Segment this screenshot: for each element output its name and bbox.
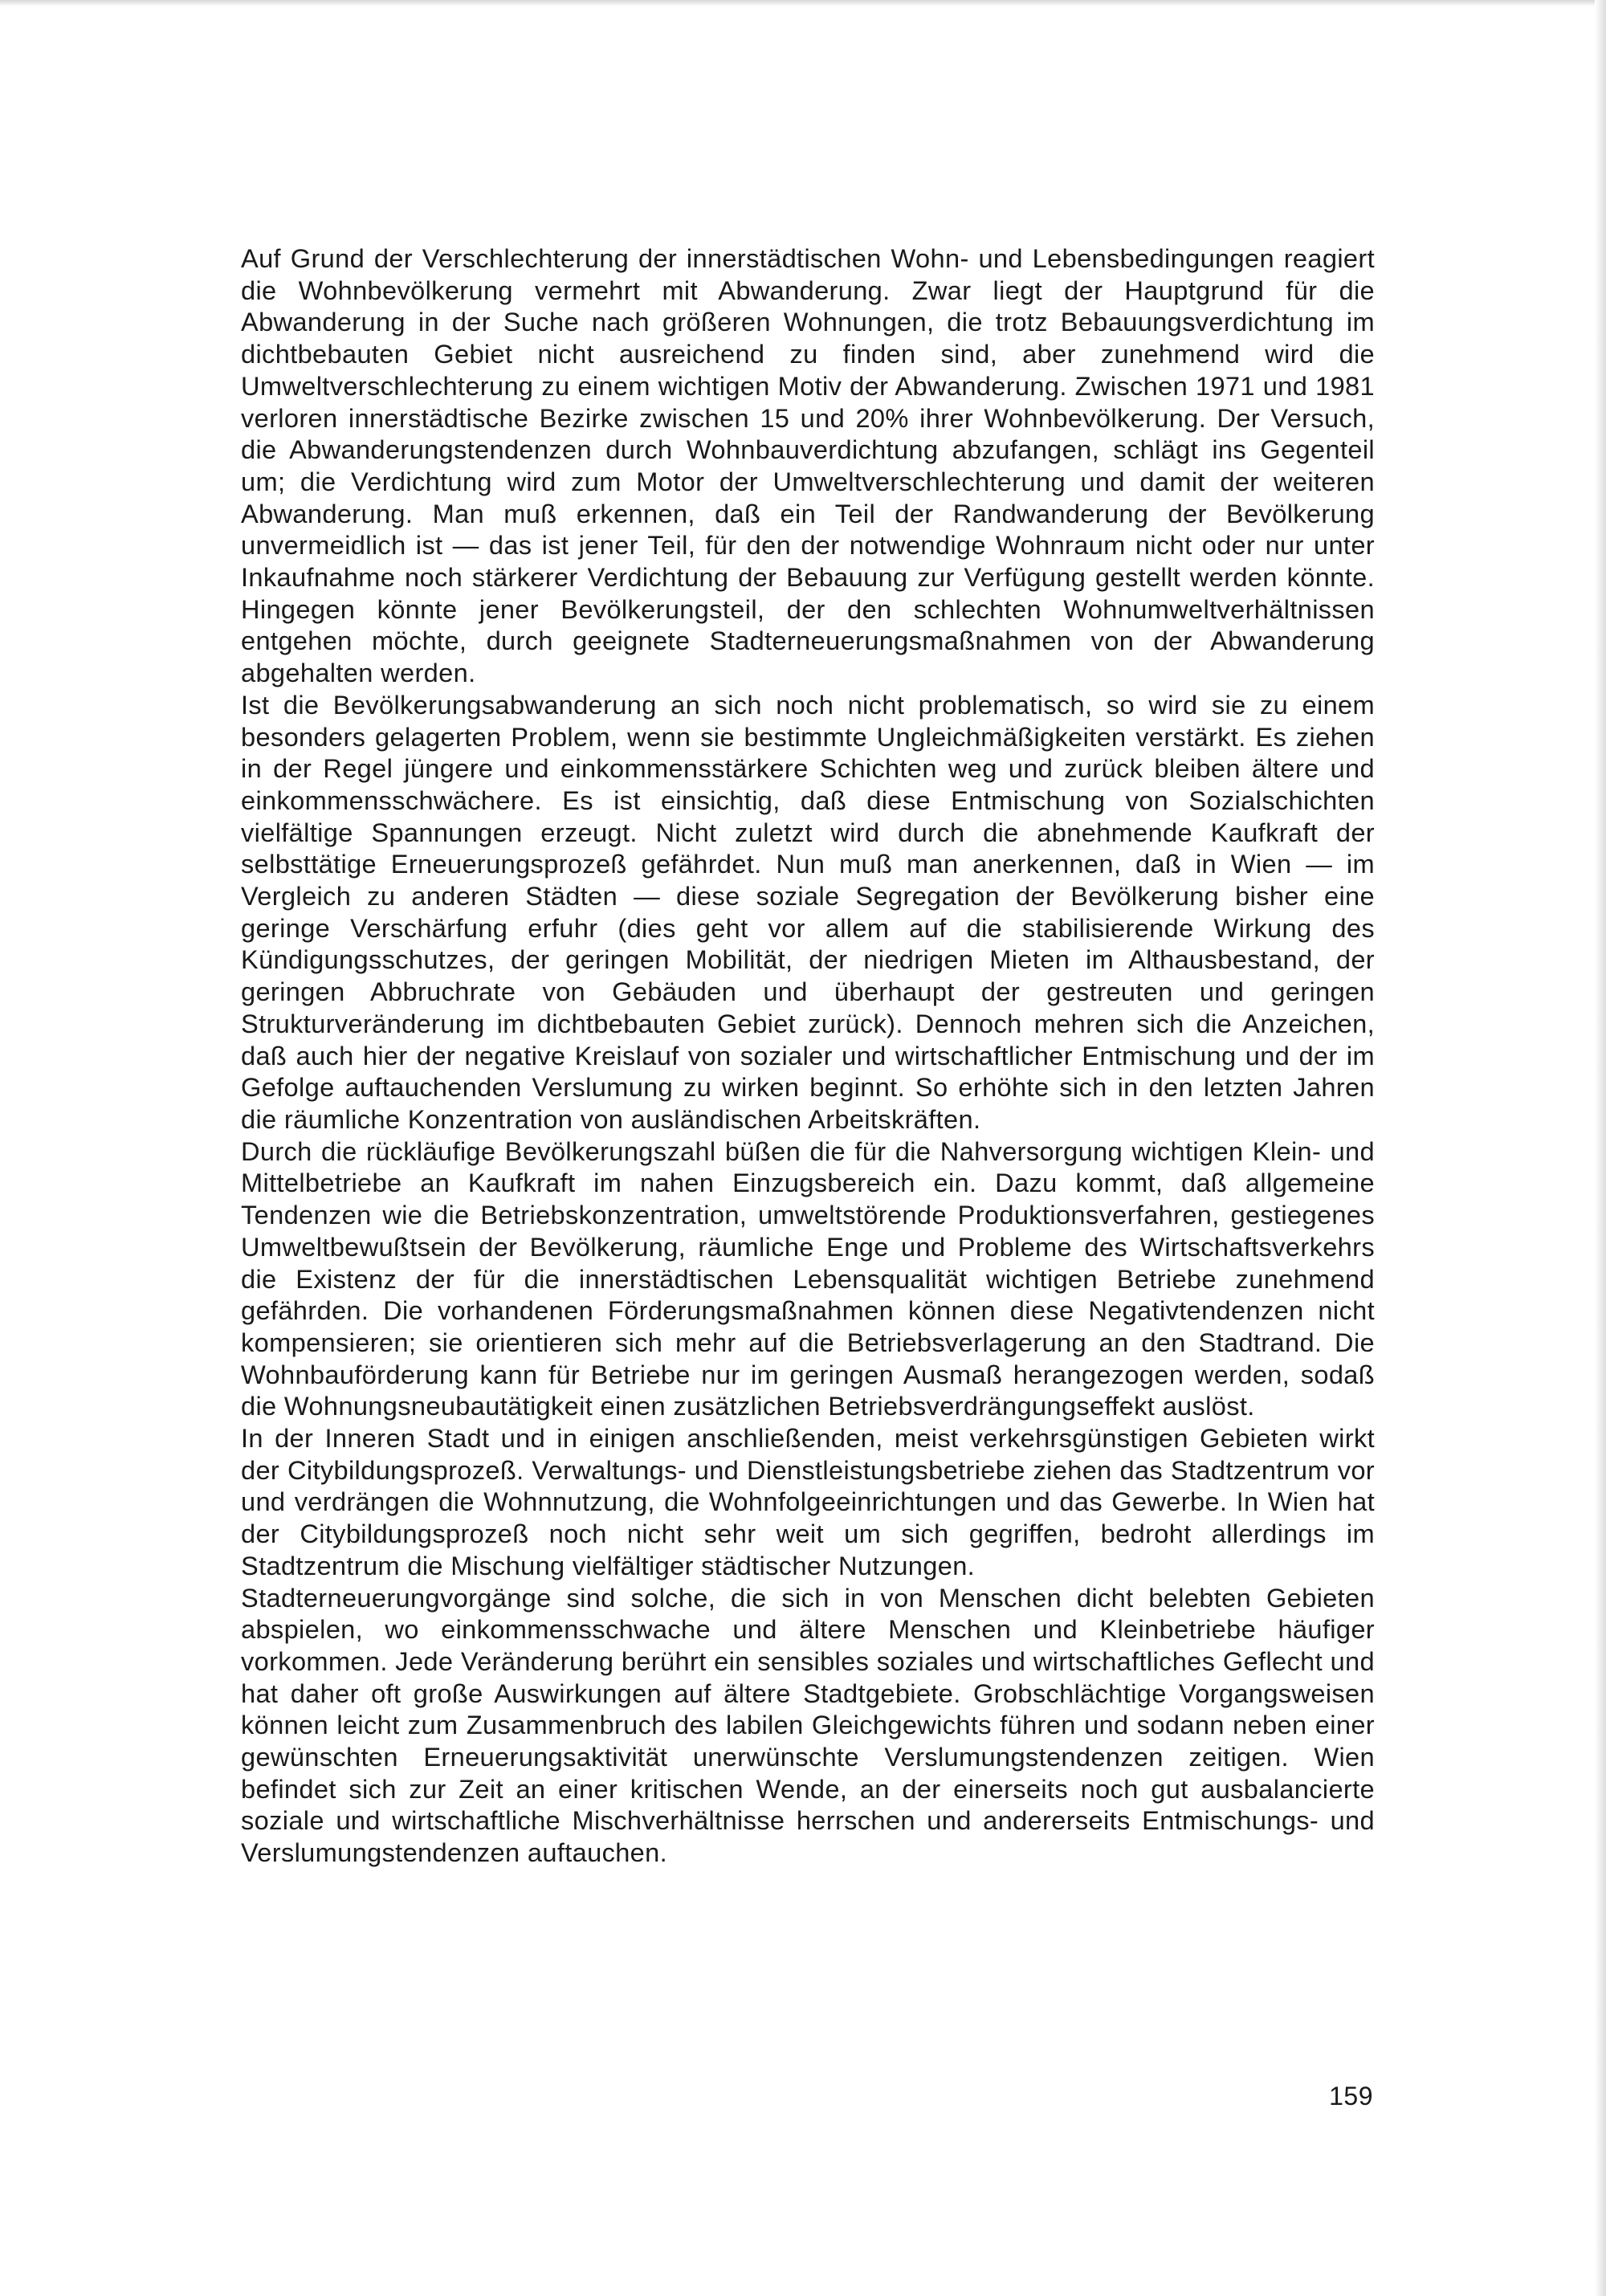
body-text: [241, 243, 1375, 1869]
paragraph-abwanderung: Auf Grund der Verschlechterung der innerstädtischen Wohn- und Lebensbedingungen reagiert die Wohnbevölkerung vermehrt mit Abwanderung. Zwar liegt der Hauptgrund für die Abwanderung in der Suche nach größeren Wohnungen, die trotz Bebauungsverdichtung im dichtbebauten Gebiet nicht ausreichend zu finden sind, aber zunehmend wird die Umweltverschlechterung zu einem wichtigen Motiv der Abwanderung. Zwischen 1971 und 1981 verloren innerstädtische Bezirke zwischen 15 und 20% ihrer Wohnbevölkerung. Der Versuch, die Abwanderungstendenzen durch Wohnbauverdichtung abzufangen, schlägt ins Gegenteil um; die Verdichtung wird zum Motor der Umweltverschlechterung und damit der weiteren Abwanderung. Man muß erkennen, daß ein Teil der Randwanderung der Bevölkerung unvermeidlich ist — das ist jener Teil, für den der notwendige Wohnraum nicht oder nur unter Inkaufnahme noch stärkerer Verdichtung der Bebauung zur Verfügung gestellt werden könnte. Hingegen könnte jener Bevölkerungsteil, der den schlechten Wohnumweltverhältnissen entgehen möchte, durch geeignete Stadterneuerungsmaßnahmen von der Abwanderung abgehalten werden.: [241, 243, 1375, 688]
paragraph-stadterneuerung: Stadterneuerungvorgänge sind solche, die sich in von Menschen dicht belebten Gebieten abspielen, wo einkommensschwache und ältere Menschen und Kleinbetriebe häufiger vorkommen. Jede Veränderung berührt ein sensibles soziales und wirtschaftliches Geflecht und hat daher oft große Auswirkungen auf ältere Stadtgebiete. Grobschlächtige Vorgangsweisen können leicht zum Zusammenbruch des labilen Gleichgewichts führen und sodann neben einer gewünschten Erneuerungsaktivität unerwünschte Verslumungstendenzen zeitigen. Wien befindet sich zur Zeit an einer kritischen Wende, an der einerseits noch gut ausbalancierte soziale und wirtschaftliche Mischverhältnisse herrschen und andererseits Entmischungs- und Verslumungstendenzen auftauchen.: [241, 1582, 1375, 1868]
paragraph-betriebe: Durch die rückläufige Bevölkerungszahl büßen die für die Nahversorgung wichtigen Klein- und Mittelbetriebe an Kaufkraft im nahen Einzugsbereich ein. Dazu kommt, daß allgemeine Tendenzen wie die Betriebskonzentration, umweltstörende Produktionsverfahren, gestiegenes Umweltbewußtsein der Bevölkerung, räumliche Enge und Probleme des Wirtschaftsverkehrs die Existenz der für die innerstädtischen Lebensqualität wichtigen Betriebe zunehmend gefährden. Die vorhandenen Förderungsmaßnahmen können diese Negativtendenzen nicht kompensieren; sie orientieren sich mehr auf die Betriebsverlagerung an den Stadtrand. Die Wohnbauförderung kann für Betriebe nur im geringen Ausmaß herangezogen werden, sodaß die Wohnungsneubautätigkeit einen zusätzlichen Betriebsverdrängungseffekt auslöst.: [241, 1136, 1375, 1421]
scan-edge-top: [0, 0, 1606, 6]
paragraph-segregation: Ist die Bevölkerungsabwanderung an sich noch nicht problematisch, so wird sie zu einem besonders gelagerten Problem, wenn sie bestimmte Ungleichmäßigkeiten verstärkt. Es ziehen in der Regel jüngere und einkommensstärkere Schichten weg und zurück bleiben ältere und einkommensschwächere. Es ist einsichtig, daß diese Entmischung von Sozialschichten vielfältige Spannungen erzeugt. Nicht zuletzt wird durch die abnehmende Kaufkraft der selbsttätige Erneuerungsprozeß gefährdet. Nun muß man anerkennen, daß in Wien — im Vergleich zu anderen Städten — diese soziale Segregation der Bevölkerung bisher eine geringe Verschärfung erfuhr (dies geht vor allem auf die stabilisierende Wirkung des Kündigungsschutzes, der geringen Mobilität, der niedrigen Mieten im Althausbestand, der geringen Abbruchrate von Gebäuden und überhaupt der gestreuten und geringen Strukturveränderung im dichtbebauten Gebiet zurück). Dennoch mehren sich die Anzeichen, daß auch hier der negative Kreislauf von sozialer und wirtschaftlicher Entmischung und der im Gefolge auftauchenden Verslumung zu wirken beginnt. So erhöhte sich in den letzten Jahren die räumliche Konzentration von ausländischen Arbeitskräften.: [241, 689, 1375, 1134]
scan-edge-right: [1595, 0, 1606, 2296]
paragraph-citybildung: In der Inneren Stadt und in einigen anschließenden, meist verkehrsgünstigen Gebieten wirkt der Citybildungsprozeß. Verwaltungs- und Dienstleistungsbetriebe ziehen das Stadtzentrum vor und verdrängen die Wohnnutzung, die Wohnfolgeeinrichtungen und das Gewerbe. In Wien hat der Citybildungsprozeß noch nicht sehr weit um sich gegriffen, bedroht allerdings im Stadtzentrum die Mischung vielfältiger städtischer Nutzungen.: [241, 1423, 1375, 1580]
page-number: 159: [1329, 2082, 1373, 2110]
